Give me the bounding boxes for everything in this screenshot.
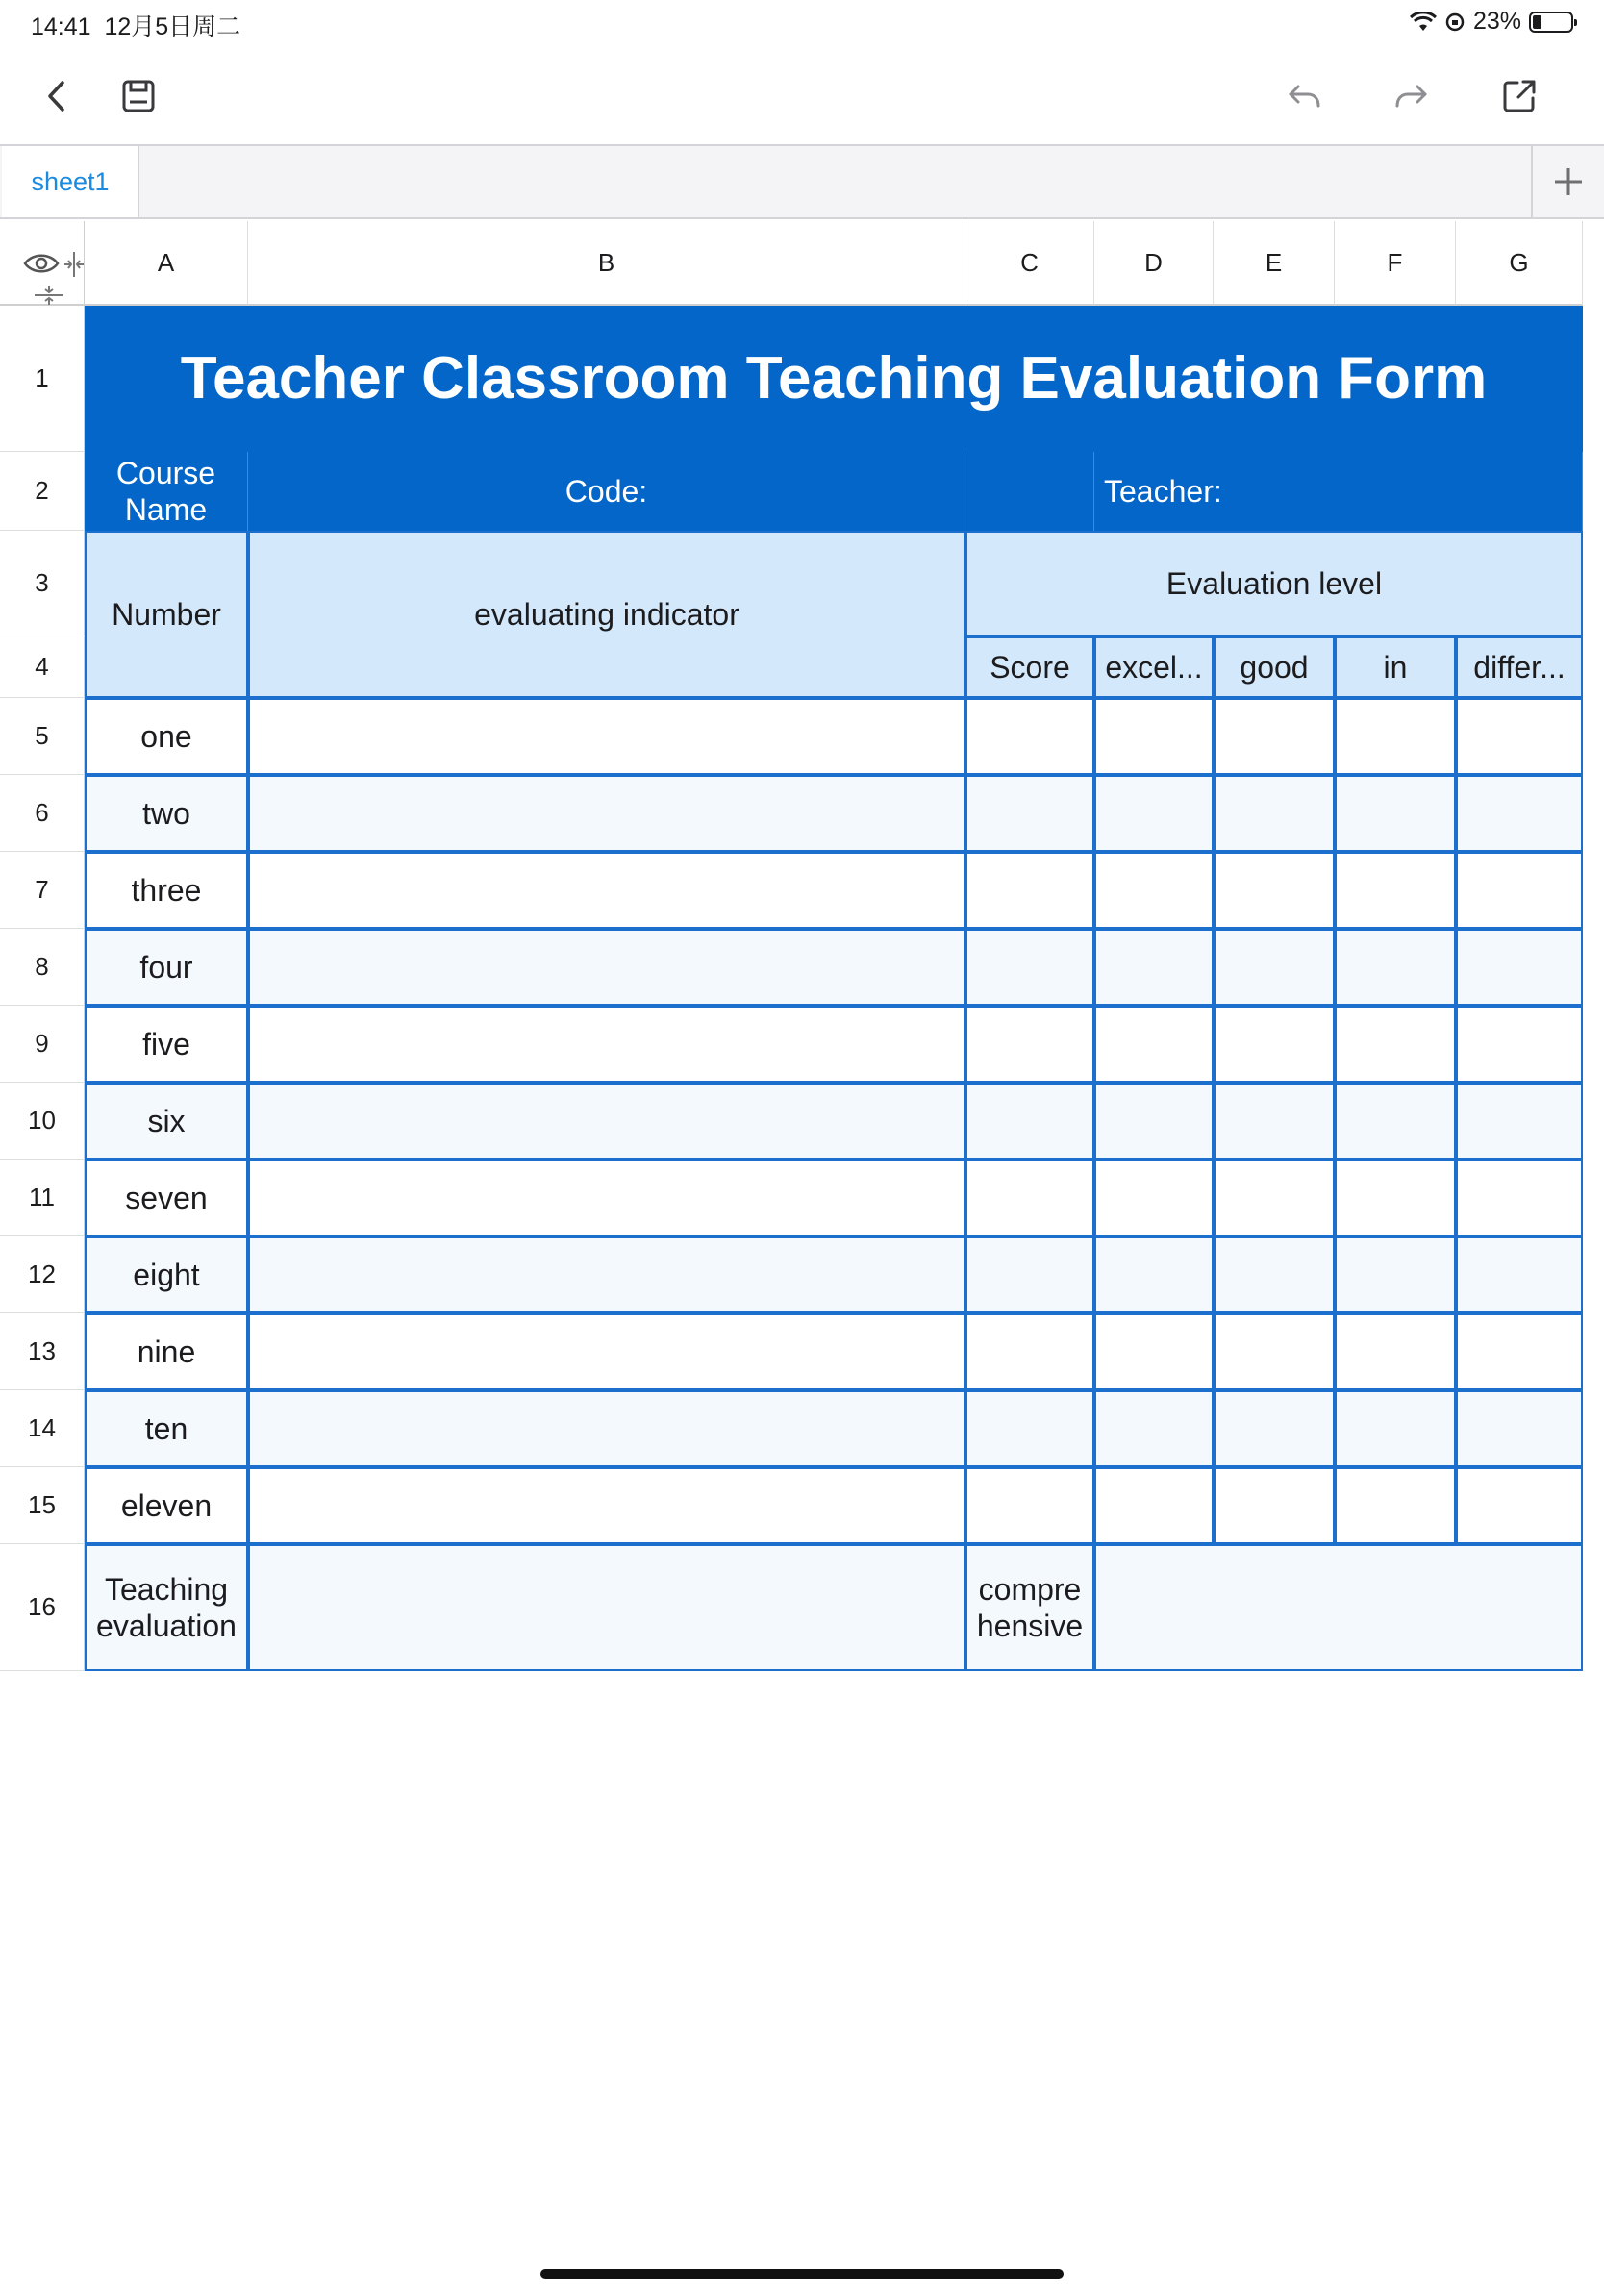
- medium-header-cell[interactable]: in: [1335, 636, 1456, 698]
- medium-cell[interactable]: [1335, 929, 1456, 1006]
- good-cell[interactable]: [1214, 1390, 1335, 1467]
- score-cell[interactable]: [965, 1467, 1094, 1544]
- score-header-cell[interactable]: Score: [965, 636, 1094, 698]
- row-header-10[interactable]: 10: [0, 1083, 85, 1160]
- eye-icon[interactable]: [23, 252, 60, 275]
- home-indicator: [540, 2269, 1064, 2279]
- row-header-4[interactable]: 4: [0, 636, 85, 698]
- indicator-cell[interactable]: [248, 1467, 965, 1544]
- plus-icon: [1551, 164, 1586, 199]
- share-button[interactable]: [1491, 67, 1548, 125]
- score-cell[interactable]: [965, 775, 1094, 852]
- row-header-11[interactable]: 11: [0, 1160, 85, 1236]
- indicator-cell[interactable]: [248, 1236, 965, 1313]
- battery-icon: [1529, 12, 1573, 33]
- score-cell[interactable]: [965, 929, 1094, 1006]
- row-header-14[interactable]: 14: [0, 1390, 85, 1467]
- teacher-cell[interactable]: Teacher:: [1094, 452, 1583, 531]
- medium-cell[interactable]: [1335, 1006, 1456, 1083]
- rotation-lock-icon: [1444, 12, 1466, 33]
- number-cell[interactable]: six: [85, 1083, 248, 1160]
- row-header-15[interactable]: 15: [0, 1467, 85, 1544]
- poor-cell[interactable]: [1456, 1006, 1583, 1083]
- medium-cell[interactable]: [1335, 775, 1456, 852]
- undo-icon: [1283, 75, 1325, 117]
- medium-cell[interactable]: [1335, 1313, 1456, 1390]
- excellent-cell[interactable]: [1094, 1390, 1214, 1467]
- medium-cell[interactable]: [1335, 1390, 1456, 1467]
- medium-cell[interactable]: [1335, 852, 1456, 929]
- medium-cell[interactable]: [1335, 698, 1456, 775]
- excellent-cell[interactable]: [1094, 1313, 1214, 1390]
- indicator-header-cell[interactable]: evaluating indicator: [248, 531, 965, 698]
- indicator-cell[interactable]: [248, 1160, 965, 1236]
- redo-icon: [1391, 75, 1433, 117]
- excellent-cell[interactable]: [1094, 1160, 1214, 1236]
- score-cell[interactable]: [965, 1160, 1094, 1236]
- number-cell[interactable]: four: [85, 929, 248, 1006]
- row-header-3[interactable]: 3: [0, 531, 85, 636]
- teaching-evaluation-cell[interactable]: Teaching evaluation: [85, 1544, 248, 1671]
- comprehensive-cell[interactable]: compre hensive: [965, 1544, 1094, 1671]
- row-header-9[interactable]: 9: [0, 1006, 85, 1083]
- row-header-6[interactable]: 6: [0, 775, 85, 852]
- poor-cell[interactable]: [1456, 698, 1583, 775]
- column-header-e[interactable]: E: [1214, 221, 1335, 306]
- poor-cell[interactable]: [1456, 1160, 1583, 1236]
- evaluation-level-cell[interactable]: Evaluation level: [965, 531, 1583, 636]
- score-cell[interactable]: [965, 1083, 1094, 1160]
- number-cell[interactable]: ten: [85, 1390, 248, 1467]
- indicator-cell[interactable]: [248, 1006, 965, 1083]
- score-cell[interactable]: [965, 852, 1094, 929]
- number-cell[interactable]: seven: [85, 1160, 248, 1236]
- row-header-2[interactable]: 2: [0, 452, 85, 531]
- excellent-cell[interactable]: [1094, 1083, 1214, 1160]
- share-icon: [1498, 75, 1541, 117]
- column-header-a[interactable]: A: [85, 221, 248, 306]
- excellent-cell[interactable]: [1094, 1467, 1214, 1544]
- indicator-cell[interactable]: [248, 1313, 965, 1390]
- back-button[interactable]: [29, 67, 87, 125]
- footer-result-cell[interactable]: [1094, 1544, 1583, 1671]
- number-cell[interactable]: eight: [85, 1236, 248, 1313]
- poor-cell[interactable]: [1456, 1467, 1583, 1544]
- excellent-cell[interactable]: [1094, 1236, 1214, 1313]
- column-header-g[interactable]: G: [1456, 221, 1583, 306]
- chevron-left-icon: [37, 75, 79, 117]
- sheet-title-cell[interactable]: Teacher Classroom Teaching Evaluation Form: [85, 306, 1583, 452]
- column-header-b[interactable]: B: [248, 221, 965, 306]
- poor-cell[interactable]: [1456, 1236, 1583, 1313]
- grid-corner: [0, 221, 85, 306]
- time-text: 14:41: [31, 13, 91, 40]
- toolbar: [0, 58, 1604, 135]
- add-sheet-button[interactable]: [1531, 146, 1604, 217]
- number-cell[interactable]: nine: [85, 1313, 248, 1390]
- good-cell[interactable]: [1214, 1236, 1335, 1313]
- medium-cell[interactable]: [1335, 1467, 1456, 1544]
- row-header-1[interactable]: 1: [0, 306, 85, 452]
- blank-header-cell[interactable]: [965, 452, 1094, 531]
- column-header-f[interactable]: F: [1335, 221, 1456, 306]
- row-header-7[interactable]: 7: [0, 852, 85, 929]
- number-cell[interactable]: one: [85, 698, 248, 775]
- medium-cell[interactable]: [1335, 1083, 1456, 1160]
- medium-cell[interactable]: [1335, 1160, 1456, 1236]
- score-cell[interactable]: [965, 1006, 1094, 1083]
- good-header-cell[interactable]: good: [1214, 636, 1335, 698]
- sheet-tab-bar: [0, 144, 1604, 219]
- course-name-cell[interactable]: Course Name: [85, 452, 248, 531]
- status-bar: [0, 0, 1604, 46]
- excellent-cell[interactable]: [1094, 929, 1214, 1006]
- status-right: [1410, 8, 1573, 36]
- indicator-cell[interactable]: [248, 698, 965, 775]
- tab-sheet1[interactable]: sheet1: [2, 146, 139, 217]
- medium-cell[interactable]: [1335, 1236, 1456, 1313]
- number-cell[interactable]: two: [85, 775, 248, 852]
- score-cell[interactable]: [965, 1236, 1094, 1313]
- freeze-columns-icon[interactable]: [63, 250, 85, 279]
- good-cell[interactable]: [1214, 1083, 1335, 1160]
- indicator-cell[interactable]: [248, 929, 965, 1006]
- row-header-8[interactable]: 8: [0, 929, 85, 1006]
- undo-button[interactable]: [1275, 67, 1333, 125]
- row-header-5[interactable]: 5: [0, 698, 85, 775]
- row-header-13[interactable]: 13: [0, 1313, 85, 1390]
- score-cell[interactable]: [965, 1313, 1094, 1390]
- footer-indicator-cell[interactable]: [248, 1544, 965, 1671]
- poor-cell[interactable]: [1456, 1083, 1583, 1160]
- indicator-cell[interactable]: [248, 852, 965, 929]
- number-cell[interactable]: three: [85, 852, 248, 929]
- status-time: [31, 8, 240, 42]
- poor-cell[interactable]: [1456, 852, 1583, 929]
- poor-cell[interactable]: [1456, 1390, 1583, 1467]
- good-cell[interactable]: [1214, 929, 1335, 1006]
- wifi-icon: [1410, 12, 1437, 33]
- row-header-16[interactable]: 16: [0, 1544, 85, 1671]
- excellent-cell[interactable]: [1094, 698, 1214, 775]
- excellent-cell[interactable]: [1094, 1006, 1214, 1083]
- score-cell[interactable]: [965, 1390, 1094, 1467]
- indicator-cell[interactable]: [248, 775, 965, 852]
- freeze-rows-icon[interactable]: [33, 285, 65, 306]
- redo-button[interactable]: [1383, 67, 1441, 125]
- good-cell[interactable]: [1214, 775, 1335, 852]
- poor-cell[interactable]: [1456, 929, 1583, 1006]
- number-cell[interactable]: five: [85, 1006, 248, 1083]
- score-cell[interactable]: [965, 698, 1094, 775]
- good-cell[interactable]: [1214, 1467, 1335, 1544]
- number-cell[interactable]: eleven: [85, 1467, 248, 1544]
- good-cell[interactable]: [1214, 1006, 1335, 1083]
- column-header-d[interactable]: D: [1094, 221, 1214, 306]
- poor-cell[interactable]: [1456, 775, 1583, 852]
- save-icon: [117, 75, 160, 117]
- good-cell[interactable]: [1214, 1313, 1335, 1390]
- save-button[interactable]: [110, 67, 167, 125]
- code-cell[interactable]: Code:: [248, 452, 965, 531]
- excellent-header-cell[interactable]: excel...: [1094, 636, 1214, 698]
- poor-header-cell[interactable]: differ...: [1456, 636, 1583, 698]
- column-header-c[interactable]: C: [965, 221, 1094, 306]
- row-header-12[interactable]: 12: [0, 1236, 85, 1313]
- good-cell[interactable]: [1214, 852, 1335, 929]
- poor-cell[interactable]: [1456, 1313, 1583, 1390]
- battery-percent: 23%: [1472, 8, 1521, 35]
- battery-level: [1533, 15, 1541, 29]
- good-cell[interactable]: [1214, 1160, 1335, 1236]
- indicator-cell[interactable]: [248, 1390, 965, 1467]
- good-cell[interactable]: [1214, 698, 1335, 775]
- excellent-cell[interactable]: [1094, 775, 1214, 852]
- indicator-cell[interactable]: [248, 1083, 965, 1160]
- number-header-cell[interactable]: Number: [85, 531, 248, 698]
- excellent-cell[interactable]: [1094, 852, 1214, 929]
- date-text: 12月5日周二: [104, 13, 241, 40]
